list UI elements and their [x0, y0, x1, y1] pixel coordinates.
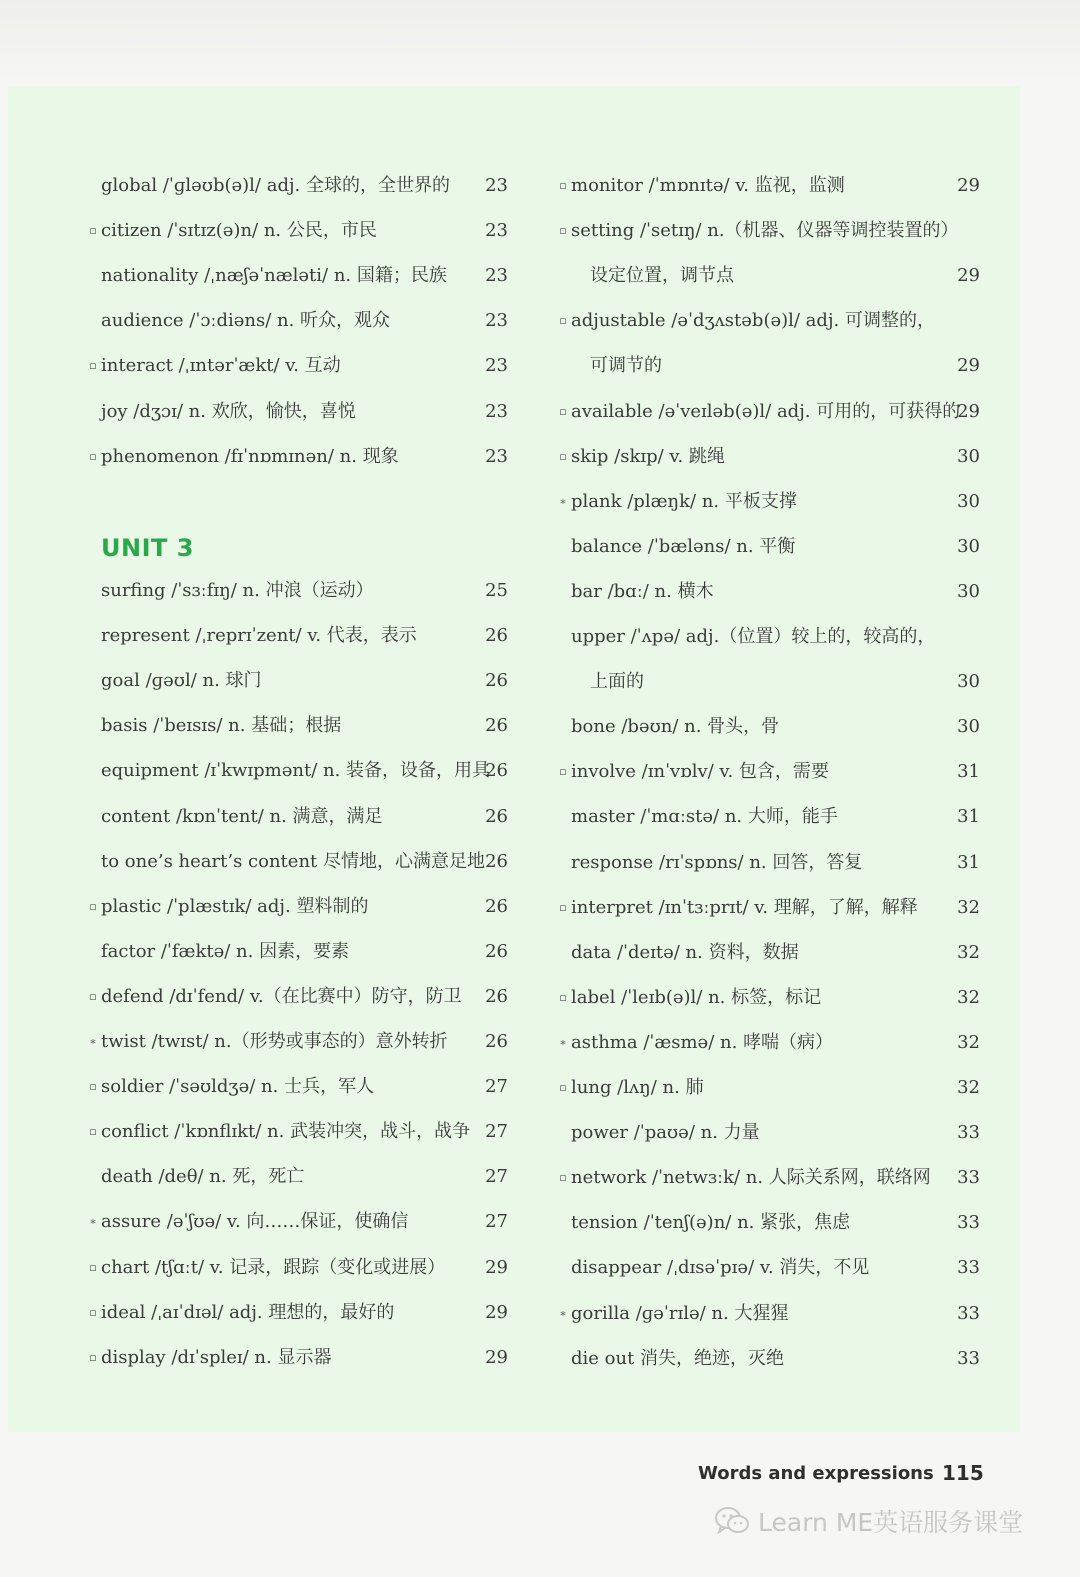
entry-text: skip /skɪp/ v. 跳绳: [571, 445, 725, 467]
vocab-entry: [86, 1207, 516, 1237]
entry-text: power /ˈpaʊə/ n. 力量: [571, 1122, 760, 1144]
entry-marker: ∗: [559, 1306, 567, 1320]
vocab-entry: [556, 983, 988, 1013]
entry-page-number: 30: [957, 445, 980, 467]
vocab-entry: [86, 261, 516, 291]
entry-text: goal /ɡəʊl/ n. 球门: [101, 670, 262, 692]
entry-text: joy /dʒɔɪ/ n. 欢欣，愉快，喜悦: [101, 400, 356, 422]
vocab-entry: [86, 171, 516, 201]
vocab-entry: [86, 892, 516, 922]
entry-text: 可调节的: [590, 355, 662, 377]
entry-page-number: 23: [485, 220, 508, 242]
entry-page-number: 33: [957, 1122, 980, 1144]
entry-page-number: 32: [957, 986, 980, 1008]
entry-page-number: 26: [485, 670, 508, 692]
vocab-entry: [86, 1162, 516, 1192]
entry-page-number: 29: [957, 355, 980, 377]
entry-page-number: 26: [485, 895, 508, 917]
entry-marker: ▫: [89, 1125, 97, 1139]
entry-marker: ▫: [89, 359, 97, 373]
entry-page-number: 33: [957, 1257, 980, 1279]
vocab-entry: [556, 1253, 988, 1283]
entry-text: adjustable /əˈdʒʌstəb(ə)l/ adj. 可调整的，: [571, 310, 935, 332]
entry-page-number: 33: [957, 1302, 980, 1324]
entry-page-number: 31: [957, 851, 980, 873]
unit-heading: UNIT 3: [101, 534, 194, 562]
entry-text: equipment /ɪˈkwɪpmənt/ n. 装备，设备，用具: [101, 760, 491, 782]
entry-text: lung /lʌŋ/ n. 肺: [571, 1077, 704, 1098]
entry-text: upper /ˈʌpə/ adj.（位置）较上的，较高的，: [571, 626, 936, 647]
entry-page-number: 32: [957, 941, 980, 963]
entry-marker: ▫: [559, 900, 567, 914]
entry-page-number: 30: [957, 535, 980, 557]
entry-marker: ▫: [89, 1080, 97, 1094]
entry-text: content /kɒnˈtent/ n. 满意，满足: [101, 805, 383, 827]
entry-page-number: 30: [957, 716, 980, 738]
entry-page-number: 29: [957, 175, 980, 196]
entry-marker: ▫: [89, 1260, 97, 1274]
entry-text: response /rɪˈspɒns/ n. 回答，答复: [571, 851, 863, 873]
entry-page-number: 25: [485, 580, 508, 601]
vocab-entry: [556, 712, 988, 742]
vocab-entry: [86, 621, 516, 651]
entry-page-number: 26: [485, 805, 508, 827]
entry-page-number: 26: [485, 760, 508, 782]
vocab-entry: [86, 1253, 516, 1283]
entry-page-number: 32: [957, 896, 980, 918]
entry-page-number: 33: [957, 1212, 980, 1234]
vocab-entry: [86, 711, 516, 741]
vocab-entry: [556, 848, 988, 878]
vocab-entry: [86, 397, 516, 427]
entry-page-number: 26: [485, 940, 508, 962]
entry-text: interpret /ɪnˈtɜːprɪt/ v. 理解，了解，解释: [571, 896, 918, 918]
entry-marker: ▫: [89, 1305, 97, 1319]
entry-marker: ▫: [89, 989, 97, 1003]
vocab-entry: [86, 756, 516, 786]
vocab-entry: [86, 1117, 516, 1147]
entry-text: bar /bɑː/ n. 横木: [571, 580, 714, 602]
entry-text: network /ˈnetwɜːk/ n. 人际关系网，联络网: [571, 1167, 931, 1189]
entry-text: involve /ɪnˈvɒlv/ v. 包含，需要: [571, 761, 829, 783]
entry-page-number: 26: [485, 1031, 508, 1052]
entry-text: 上面的: [590, 671, 644, 693]
entry-page-number: 23: [485, 175, 508, 196]
entry-text: phenomenon /fɪˈnɒmɪnən/ n. 现象: [101, 445, 399, 467]
entry-text: plastic /ˈplæstɪk/ adj. 塑料制的: [101, 895, 369, 917]
vocab-entry: [556, 1073, 988, 1103]
entry-page-number: 26: [485, 715, 508, 737]
entry-text: balance /ˈbæləns/ n. 平衡: [571, 535, 796, 557]
entry-page-number: 29: [957, 400, 980, 422]
vocab-entry: [556, 757, 988, 787]
entry-page-number: 32: [957, 1077, 980, 1098]
entry-page-number: 29: [485, 1301, 508, 1323]
entry-text: monitor /ˈmɒnɪtə/ v. 监视，监测: [571, 175, 845, 196]
entry-text: basis /ˈbeɪsɪs/ n. 基础；根据: [101, 715, 342, 737]
entry-page-number: 23: [485, 355, 508, 377]
entry-page-number: 23: [485, 310, 508, 332]
page-top-edge: [0, 0, 1080, 86]
vocab-entry: [86, 1027, 516, 1057]
entry-text: master /ˈmɑːstə/ n. 大师，能手: [571, 806, 838, 828]
entry-text: defend /dɪˈfend/ v.（在比赛中）防守，防卫: [101, 985, 462, 1007]
entry-text: bone /bəʊn/ n. 骨头，骨: [571, 716, 780, 738]
vocab-entry: [556, 442, 988, 472]
entry-marker: ∗: [89, 1035, 97, 1048]
entry-text: soldier /ˈsəʊldʒə/ n. 士兵，军人: [101, 1076, 375, 1098]
vocab-entry: [86, 1298, 516, 1328]
entry-page-number: 31: [957, 761, 980, 783]
entry-text: data /ˈdeɪtə/ n. 资料，数据: [571, 941, 799, 963]
vocab-entry: [86, 306, 516, 336]
entry-text: available /əˈveɪləb(ə)l/ adj. 可用的，可获得的: [571, 400, 961, 422]
watermark: [714, 1504, 1023, 1538]
entry-page-number: 29: [485, 1256, 508, 1278]
entry-page-number: 29: [485, 1346, 508, 1368]
entry-marker: ∗: [89, 1215, 97, 1229]
vocab-entry: [86, 937, 516, 967]
entry-marker: ∗: [559, 1035, 567, 1049]
vocab-entry: [86, 216, 516, 246]
entry-text: death /deθ/ n. 死，死亡: [101, 1166, 305, 1188]
entry-text: twist /twɪst/ n.（形势或事态的）意外转折: [101, 1031, 448, 1052]
vocab-entry: [86, 802, 516, 832]
watermark-text: Learn ME英语服务课堂: [758, 1508, 1024, 1537]
entry-text: factor /ˈfæktə/ n. 因素，要素: [101, 940, 350, 962]
vocab-entry: [556, 667, 988, 697]
vocab-entry: [556, 351, 988, 381]
vocab-entry: [556, 1118, 988, 1148]
entry-page-number: 26: [485, 850, 508, 872]
vocab-entry: [556, 893, 988, 923]
entry-text: label /ˈleɪb(ə)l/ n. 标签，标记: [571, 986, 822, 1008]
entry-page-number: 26: [485, 625, 508, 647]
entry-marker: ▫: [559, 1081, 567, 1094]
vocab-entry: [556, 171, 988, 201]
entry-marker: ▫: [89, 1350, 97, 1364]
entry-text: citizen /ˈsɪtɪz(ə)n/ n. 公民，市民: [101, 220, 377, 242]
vocab-entry: [556, 577, 988, 607]
entry-text: asthma /ˈæsmə/ n. 哮喘（病）: [571, 1031, 834, 1053]
entry-text: die out 消失，绝迹，灭绝: [571, 1347, 785, 1369]
entry-marker: ▫: [559, 1171, 567, 1185]
vocab-entry: [86, 982, 516, 1012]
entry-page-number: 29: [957, 265, 980, 287]
entry-text: ideal /ˌaɪˈdɪəl/ adj. 理想的，最好的: [101, 1301, 395, 1323]
entry-marker: ▫: [559, 224, 567, 238]
vocab-entry: [556, 487, 988, 517]
entry-text: nationality /ˌnæʃəˈnæləti/ n. 国籍；民族: [101, 265, 447, 287]
entry-page-number: 23: [485, 445, 508, 467]
vocab-entry: [556, 802, 988, 832]
entry-page-number: 23: [485, 265, 508, 287]
entry-marker: ▫: [89, 449, 97, 463]
vocab-entry: [86, 666, 516, 696]
entry-text: to one’s heart’s content 尽情地，心满意足地: [101, 850, 485, 872]
wechat-icon: [714, 1506, 750, 1536]
vocab-entry: [556, 1299, 988, 1329]
entry-text: plank /plæŋk/ n. 平板支撑: [571, 490, 797, 512]
entry-page-number: 33: [957, 1347, 980, 1369]
entry-marker: ▫: [559, 179, 567, 192]
entry-page-number: 27: [485, 1121, 508, 1143]
entry-marker: ▫: [559, 404, 567, 418]
vocab-entry: [556, 532, 988, 562]
vocab-entry: [556, 1344, 988, 1374]
entry-text: gorilla /ɡəˈrɪlə/ n. 大猩猩: [571, 1302, 789, 1324]
entry-marker: ▫: [89, 899, 97, 913]
entry-text: display /dɪˈspleɪ/ n. 显示器: [101, 1346, 332, 1368]
entry-page-number: 31: [957, 806, 980, 828]
entry-page-number: 33: [957, 1167, 980, 1189]
entry-marker: ▫: [559, 990, 567, 1004]
entry-marker: ∗: [559, 494, 567, 508]
vocab-entry: [86, 847, 516, 877]
entry-page-number: 27: [485, 1076, 508, 1098]
footer-page-number: 115: [942, 1461, 984, 1485]
vocab-entry: [86, 1343, 516, 1373]
footer-title: Words and expressions: [698, 1463, 934, 1484]
entry-marker: ▫: [559, 765, 567, 779]
entry-text: tension /ˈtenʃ(ə)n/ n. 紧张，焦虑: [571, 1212, 851, 1234]
entry-marker: ▫: [559, 449, 567, 463]
vocab-entry: [556, 1163, 988, 1193]
entry-text: assure /əˈʃʊə/ v. 向……保证，使确信: [101, 1211, 409, 1233]
entry-text: 设定位置，调节点: [590, 265, 734, 287]
entry-text: disappear /ˌdɪsəˈpɪə/ v. 消失，不见: [571, 1257, 870, 1279]
vocab-entry: [556, 1208, 988, 1238]
entry-page-number: 27: [485, 1166, 508, 1188]
vocab-entry: [556, 216, 988, 246]
entry-text: setting /ˈsetɪŋ/ n.（机器、仪器等调控装置的）: [571, 220, 959, 242]
vocab-entry: [556, 261, 988, 291]
entry-marker: ▫: [559, 314, 567, 328]
entry-page-number: 30: [957, 671, 980, 693]
vocab-entry: [556, 1028, 988, 1058]
entry-text: conflict /ˈkɒnflɪkt/ n. 武装冲突，战斗，战争: [101, 1121, 471, 1143]
vocab-entry: [86, 351, 516, 381]
entry-text: audience /ˈɔːdiəns/ n. 听众，观众: [101, 310, 391, 332]
entry-marker: ▫: [89, 224, 97, 238]
vocab-entry: [86, 576, 516, 606]
entry-page-number: 32: [957, 1031, 980, 1053]
vocab-entry: [86, 442, 516, 472]
entry-text: surfing /ˈsɜːfɪŋ/ n. 冲浪（运动）: [101, 580, 374, 601]
entry-text: global /ˈɡləʊb(ə)l/ adj. 全球的，全世界的: [101, 175, 450, 196]
vocab-entry: [556, 306, 988, 336]
vocab-entry: [556, 397, 988, 427]
entry-page-number: 27: [485, 1211, 508, 1233]
entry-page-number: 23: [485, 400, 508, 422]
entry-page-number: 26: [485, 985, 508, 1007]
vocab-entry: [86, 1072, 516, 1102]
vocab-entry: [556, 622, 988, 652]
entry-text: chart /tʃɑːt/ v. 记录，跟踪（变化或进展）: [101, 1256, 446, 1278]
entry-text: represent /ˌreprɪˈzent/ v. 代表，表示: [101, 625, 417, 647]
entry-page-number: 30: [957, 490, 980, 512]
vocab-entry: [556, 938, 988, 968]
entry-page-number: 30: [957, 580, 980, 602]
entry-text: interact /ˌɪntərˈækt/ v. 互动: [101, 355, 341, 377]
